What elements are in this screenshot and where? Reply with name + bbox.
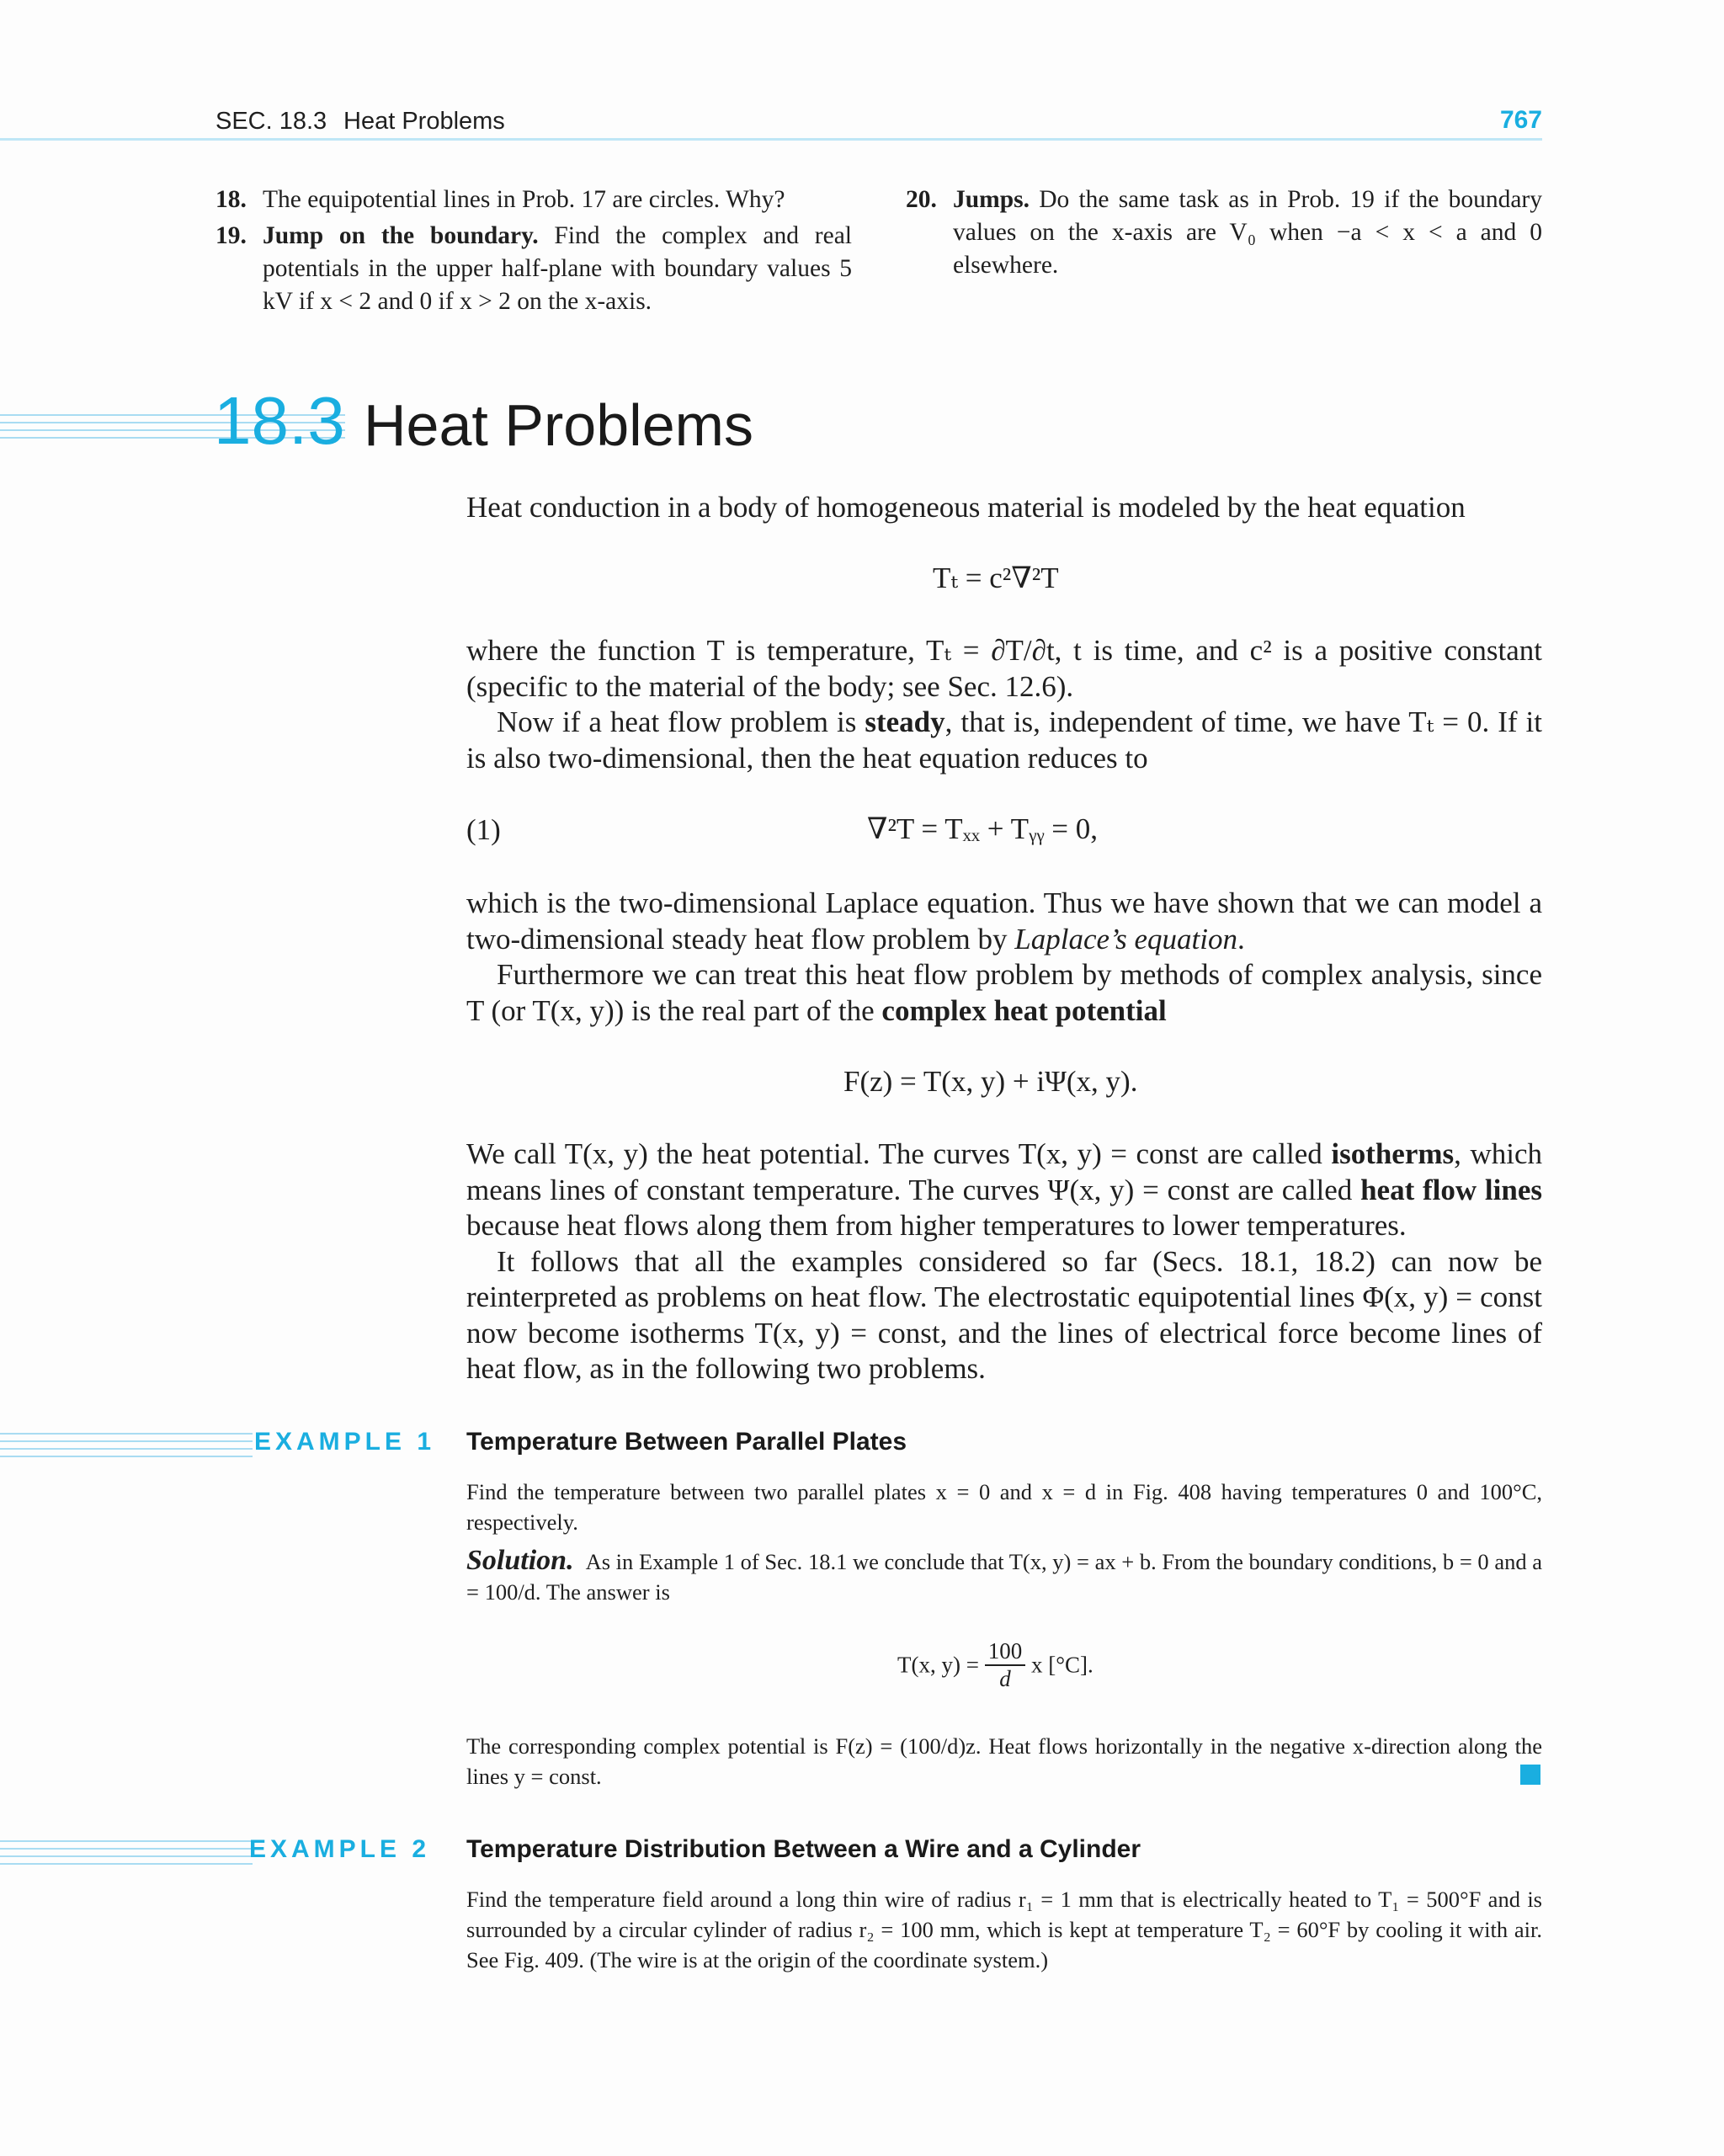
text-span: Now if a heat flow problem is: [497, 705, 865, 738]
equation-lhs: T(x, y) =: [897, 1652, 979, 1678]
problem-text: The equipotential lines in Prob. 17 are circles. Why?: [263, 186, 785, 213]
example1-conclusion: [466, 1731, 1542, 1791]
term-steady: steady: [865, 705, 945, 738]
problem-title: Jump on the boundary.: [263, 222, 539, 249]
solution-text: As in Example 1 of Sec. 18.1 we conclude that T(x, y) = ax + b. From the boundary conditions, b = 0 and a = 100/d. The answer is: [466, 1549, 1542, 1605]
term-heat-flow-lines: heat flow lines: [1360, 1173, 1542, 1206]
solution-label: Solution.: [466, 1545, 574, 1576]
text-span: which is the two-dimensional Laplace equation. Thus we have shown that we can model a two-dimensional steady heat flow problem by: [466, 886, 1542, 956]
section-title: Heat Problems: [364, 392, 753, 458]
term-complex-heat-potential: complex heat potential: [881, 993, 1167, 1027]
example1-text: Find the temperature between two parallel plates x = 0 and x = d in Fig. 408 having temperatures 0 and 100°C, respectively.: [466, 1479, 1542, 1535]
example1-label: EXAMPLE 1: [254, 1428, 436, 1456]
paragraph-isotherms: [466, 1137, 1542, 1244]
text-span: We call T(x, y) the heat potential. The curves T(x, y) = const are called: [466, 1137, 1332, 1170]
text-span: Furthermore we can treat this heat flow problem by methods of complex analysis, since T (or T(x, y)) is the real part of the: [466, 958, 1542, 1027]
problem-number: 20.: [906, 186, 937, 213]
problem-number: 19.: [216, 222, 247, 249]
example2-text: Find the temperature field around a long thin wire of radius r₁ = 1 mm that is electrically heated to T₁ = 500°F and is surrounded by a circular cylinder of radius r₂ = 100 mm, which is kept at temperature T₂ = 60°F by cooling it with air. See Fig. 409. (The wire is at the origin of the coordinate system.): [466, 1887, 1542, 1972]
problem-20: [906, 184, 1542, 282]
problems-right-column: [906, 184, 1542, 285]
example1-solution: [466, 1546, 1542, 1607]
paragraph-block-1: [466, 633, 1542, 776]
term-isotherms: isotherms: [1331, 1137, 1455, 1170]
example1-rules: [0, 1433, 253, 1463]
example1-equation: [897, 1638, 1093, 1692]
equation-number-1: (1): [466, 813, 501, 846]
paragraph-block-2: [466, 886, 1542, 1029]
text-span: because heat flows along them from higher temperatures to lower temperatures.: [466, 1209, 1407, 1242]
paragraph-reinterpret: It follows that all the examples considered so far (Secs. 18.1, 18.2) can now be reinterpreted as problems on heat flow. The electrostatic equipotential lines Φ(x, y) = const now become isotherms T(x, y) = const, and the lines of electrical force become lines of heat flow, as in the following two problems.: [466, 1244, 1542, 1385]
text-span: , which means lines of constant temperature. The curves Ψ(x, y) = const are called: [466, 1137, 1542, 1206]
paragraph-laplace: [466, 886, 1542, 957]
problem-text: Do the same task as in Prob. 19 if the boundary values on the x-axis are V₀ when −a < x < a and 0 elsewhere.: [953, 186, 1543, 279]
example1-title: Temperature Between Parallel Plates: [466, 1428, 907, 1456]
problem-title: Jumps.: [953, 186, 1030, 213]
paragraph-block-3: [466, 1137, 1542, 1387]
text-span: , that is, independent of time, we have Tₜ = 0. If it is also two-dimensional, then the heat equation reduces to: [466, 705, 1543, 775]
example2-label: EXAMPLE 2: [249, 1835, 431, 1863]
equation-rhs: x [°C].: [1030, 1652, 1093, 1678]
term-laplace-equation: Laplace’s equation: [1014, 922, 1238, 956]
end-of-example-mark: [1520, 1765, 1540, 1785]
equation-laplace: ∇²T = Tₓₓ + Tᵧᵧ = 0,: [867, 812, 1099, 845]
fraction: [985, 1638, 1026, 1692]
page-number: 767: [1499, 106, 1542, 134]
equation-heat: Tₜ = c²∇²T: [933, 562, 1059, 594]
running-header-section: SEC. 18.3: [216, 108, 327, 135]
problem-18: [216, 184, 852, 216]
problems-left-column: [216, 184, 852, 322]
example1-statement: [466, 1477, 1542, 1537]
conclusion-text: The corresponding complex potential is F(z) = (100/d)z. Heat flows horizontally in the negative x-direction along the lines y = const.: [466, 1733, 1542, 1789]
solution-paragraph: [466, 1546, 1542, 1607]
paragraph-steady: [466, 705, 1542, 776]
example2-title: Temperature Distribution Between a Wire and a Cylinder: [466, 1835, 1141, 1863]
header-rule: [0, 138, 1542, 141]
paragraph-text: Heat conduction in a body of homogeneous material is modeled by the heat equation: [466, 491, 1466, 524]
fraction-denominator: d: [999, 1666, 1011, 1691]
text-span: .: [1237, 922, 1245, 956]
paragraph-complex: [466, 957, 1542, 1029]
problem-text: Find the complex and real potentials in the upper half-plane with boundary values 5 kV if x < 2 and 0 if x > 2 on the x-axis.: [263, 222, 852, 315]
running-header-title: Heat Problems: [343, 108, 505, 135]
fraction-numerator: 100: [985, 1638, 1026, 1666]
paragraph-intro: [466, 490, 1542, 526]
paragraph-definitions: where the function T is temperature, Tₜ = ∂T/∂t, t is time, and c² is a positive constant (specific to the material of the body; see Sec. 12.6).: [466, 634, 1542, 703]
problem-number: 18.: [216, 186, 247, 213]
problem-19: [216, 220, 852, 318]
section-number: 18.3: [214, 383, 345, 458]
equation-complex-potential: F(z) = T(x, y) + iΨ(x, y).: [843, 1065, 1138, 1098]
example2-statement: [466, 1884, 1542, 1975]
example2-rules: [0, 1840, 253, 1871]
